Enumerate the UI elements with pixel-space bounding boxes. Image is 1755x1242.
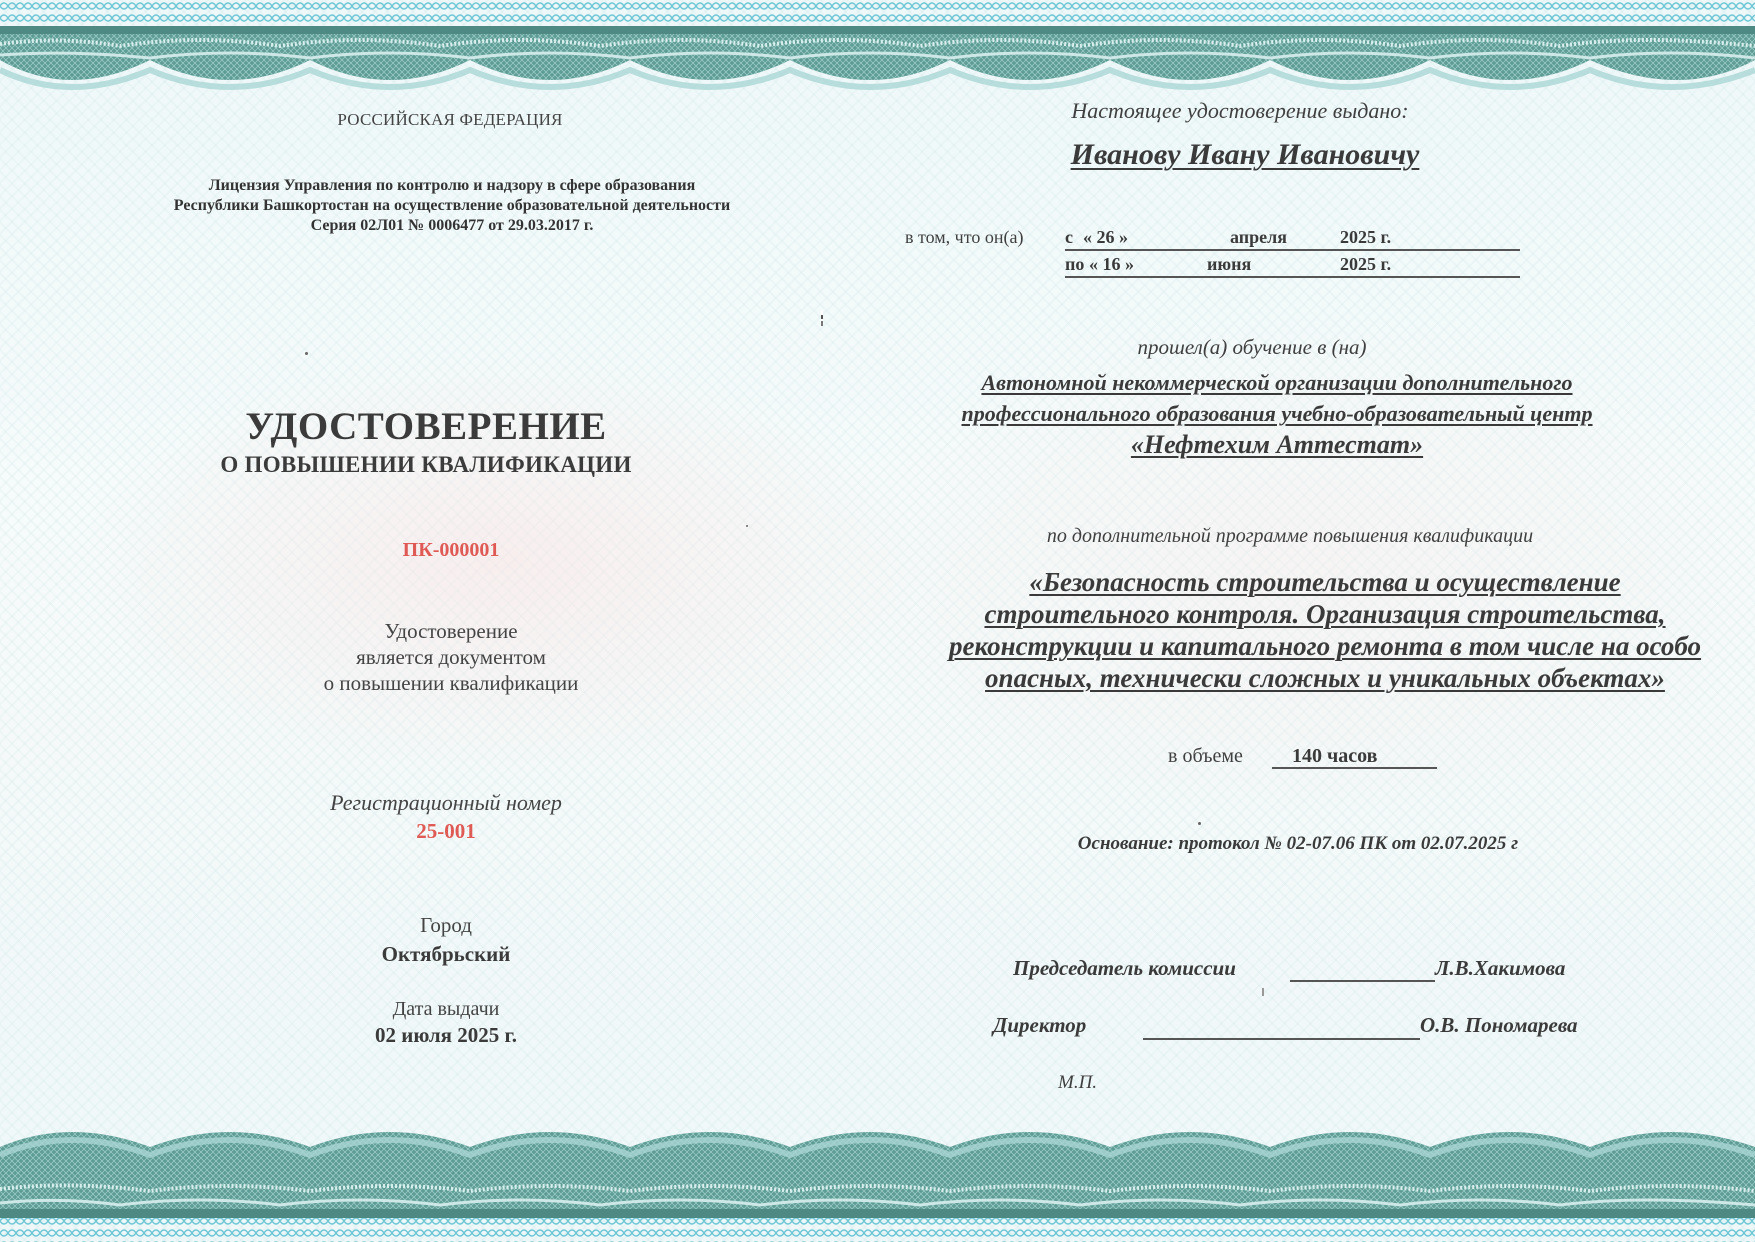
- scan-speck: [1262, 988, 1264, 996]
- period-to-year: 2025 г.: [1340, 254, 1392, 274]
- license-line-3: Серия 02Л01 № 0006477 от 29.03.2017 г.: [310, 217, 594, 234]
- scan-speck: [1198, 822, 1201, 825]
- registration-number-label: Регистрационный номер: [330, 790, 562, 815]
- volume-hours: 140 часов: [1272, 745, 1437, 769]
- period-from-prefix: с: [1065, 227, 1073, 247]
- country-label: РОССИЙСКАЯ ФЕДЕРАЦИЯ: [337, 110, 563, 129]
- trained-at-label: прошел(а) обучение в (на): [1137, 335, 1367, 359]
- issue-date-label: Дата выдачи: [392, 998, 500, 1020]
- city-value: Октябрьский: [381, 942, 511, 966]
- period-to-month: июня: [1207, 254, 1252, 274]
- director-signature-line: [1143, 1038, 1420, 1040]
- period-lead-text: в том, что он(а): [905, 227, 1024, 247]
- document-title: УДОСТОВЕРЕНИЕ: [245, 405, 607, 448]
- chair-name: Л.В.Хакимова: [1435, 956, 1566, 980]
- program-line-3: реконструкции и капитального ремонта в том числе на особо: [948, 631, 1702, 661]
- issue-date-value: 02 июля 2025 г.: [375, 1023, 517, 1047]
- organization-brand: «Нефтехим Аттестат»: [1130, 430, 1424, 459]
- organization-name: [961, 367, 1592, 460]
- description-line-2: является документом: [356, 645, 546, 669]
- period-from-month: апреля: [1230, 227, 1287, 247]
- period-from-row: [1065, 227, 1520, 251]
- period-to-day: « 16 »: [1089, 254, 1134, 274]
- organization-line-1: Автономной некоммерческой организации дополнительного: [981, 370, 1573, 395]
- description-line-3: о повышении квалификации: [323, 671, 579, 695]
- basis-protocol: Основание: протокол № 02-07.06 ПК от 02.07.2025 г: [1077, 833, 1519, 854]
- certificate-number: ПК-000001: [402, 539, 500, 561]
- description-line-1: Удостоверение: [384, 619, 518, 643]
- program-line-1: «Безопасность строительства и осуществление: [1029, 567, 1621, 597]
- period-to-prefix: по: [1065, 254, 1085, 274]
- program-line-4: опасных, технически сложных и уникальных объектах»: [985, 663, 1665, 693]
- document-subtitle: О ПОВЫШЕНИИ КВАЛИФИКАЦИИ: [220, 452, 632, 477]
- license-line-2: Республики Башкортостан на осуществление образовательной деятельности: [173, 197, 731, 214]
- director-name: О.В. Пономарева: [1420, 1013, 1578, 1037]
- recipient-name: Иванову Ивану Ивановичу: [1070, 138, 1420, 171]
- chair-label: Председатель комиссии: [1013, 956, 1236, 980]
- registration-number: 25-001: [416, 819, 476, 843]
- volume-label: в объеме: [1168, 745, 1243, 767]
- program-title: [949, 566, 1701, 694]
- period-from-day: « 26 »: [1083, 227, 1128, 247]
- license-line-1: Лицензия Управления по контролю и надзору в сфере образования: [208, 177, 696, 194]
- chair-signature-line: [1290, 980, 1435, 982]
- period-to-row: [1065, 254, 1520, 278]
- city-label: Город: [420, 913, 472, 937]
- organization-line-2: профессионального образования учебно-образовательный центр: [961, 401, 1593, 426]
- director-label: Директор: [993, 1013, 1087, 1037]
- stamp-placeholder: М.П.: [1058, 1072, 1098, 1093]
- program-label: по дополнительной программе повышения квалификации: [1046, 525, 1534, 547]
- issued-to-label: Настоящее удостоверение выдано:: [1071, 98, 1409, 123]
- program-line-2: строительного контроля. Организация строительства,: [984, 599, 1666, 629]
- period-from-year: 2025 г.: [1340, 227, 1392, 247]
